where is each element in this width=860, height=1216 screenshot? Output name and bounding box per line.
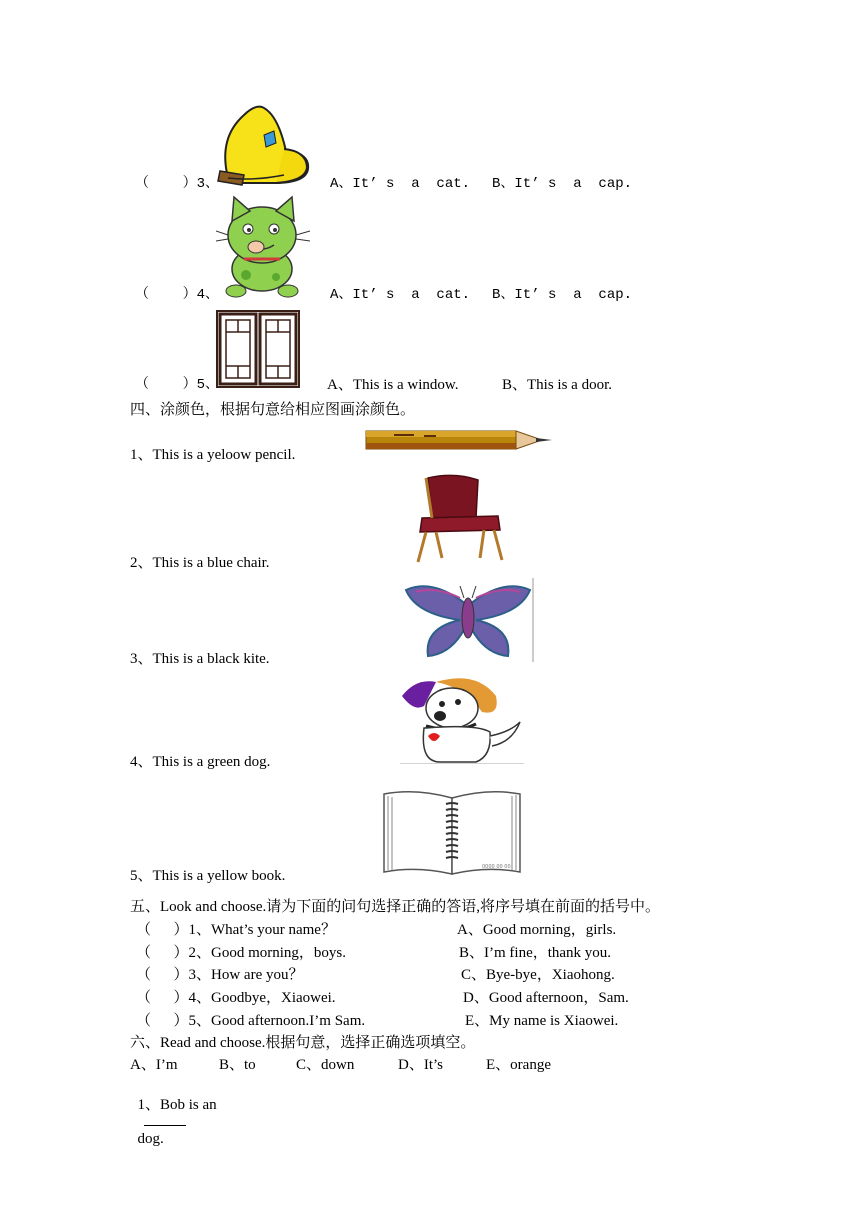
section4-heading: 四、涂颜色，根据句意给相应图画涂颜色。	[130, 402, 416, 418]
section5-question-1: （ ）1、What’s your name？	[136, 922, 336, 938]
pencil-picture	[364, 427, 556, 453]
section6-option-b: B、to	[219, 1057, 256, 1073]
section5-question-2: （ ）2、Good morning，boys.	[136, 945, 347, 961]
q4-option-a: A、It’ s a cat.	[330, 287, 471, 303]
window-picture	[216, 310, 300, 388]
section6-question-1	[130, 1076, 217, 1148]
q5-paren: （ ）5、	[135, 377, 220, 393]
cap-picture	[214, 103, 314, 187]
section5-answer-a: A、Good morning，girls.	[457, 922, 617, 938]
section4-item-1: 1、This is a yeloow pencil.	[130, 447, 296, 463]
section5-answer-b: B、I’m fine，thank you.	[459, 945, 612, 961]
section6-option-a: A、I’m	[130, 1057, 178, 1073]
section4-item-5: 5、This is a yellow book.	[130, 868, 286, 884]
section5-answer-c: C、Bye-bye，Xiaohong.	[461, 967, 615, 983]
kite-picture	[402, 578, 536, 662]
q5-option-a: A、This is a window.	[327, 377, 459, 393]
section5-question-4: （ ）4、Goodbye，Xiaowei.	[136, 990, 336, 1006]
q5-option-b: B、This is a door.	[502, 377, 613, 393]
chair-picture	[414, 474, 506, 564]
book-picture	[380, 786, 524, 878]
section4-item-4: 4、This is a green dog.	[130, 754, 271, 770]
section6-question-1-before: 1、Bob is an	[137, 1097, 217, 1113]
q3-option-a: A、It’ s a cat.	[330, 176, 471, 192]
cat-picture	[216, 195, 312, 299]
q3-paren: （ ）3、	[135, 176, 220, 192]
section6-option-e: E、orange	[486, 1057, 551, 1073]
book-stamp: 0000 00 00	[482, 864, 511, 870]
section5-heading: 五、Look and choose.请为下面的问句选择正确的答语,将序号填在前面的括号中。	[130, 899, 660, 915]
section6-heading: 六、Read and choose.根据句意，选择正确选项填空。	[130, 1035, 476, 1051]
section4-item-3: 3、This is a black kite.	[130, 651, 270, 667]
section6-option-d: D、It’s	[398, 1057, 444, 1073]
q4-option-b: B、It’ s a cap.	[492, 287, 633, 303]
section6-question-1-after: dog.	[137, 1131, 164, 1147]
section5-question-3: （ ）3、How are you？	[136, 967, 304, 983]
q4-paren: （ ）4、	[135, 287, 220, 303]
section5-question-5: （ ）5、Good afternoon.I’m Sam.	[136, 1013, 366, 1029]
q3-option-b: B、It’ s a cap.	[492, 176, 633, 192]
answer-blank[interactable]	[144, 1125, 186, 1126]
section4-item-2: 2、This is a blue chair.	[130, 555, 270, 571]
section5-answer-d: D、Good afternoon，Sam.	[463, 990, 629, 1006]
dog-picture	[396, 676, 526, 764]
section6-option-c: C、down	[296, 1057, 355, 1073]
section5-answer-e: E、My name is Xiaowei.	[465, 1013, 619, 1029]
